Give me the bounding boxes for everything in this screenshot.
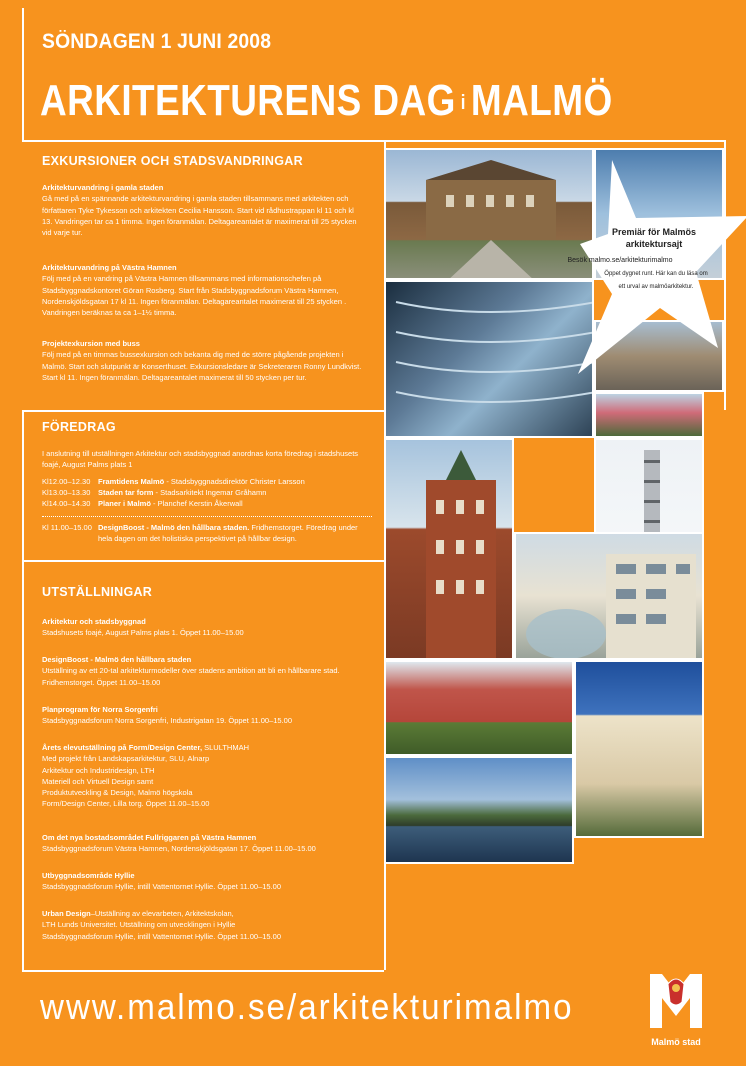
exhibition-item: Om det nya bostadsområdet Fullriggaren på Västra Hamnen Stadsbyggnadsforum Västra Hamnen, Nordenskjöldsgatan 17. Öppet 11.00–15.00 bbox=[42, 833, 316, 854]
lecture-extra bbox=[42, 522, 372, 543]
event-date: SÖNDAGEN 1 JUNI 2008 bbox=[42, 30, 272, 53]
lecture-row: Kl13.00–13.30 Staden tar form - Stadsarkitekt Ingemar Gråhamn bbox=[42, 488, 267, 497]
star-line2: Öppet dygnet runt. Här kan du läsa om bbox=[604, 271, 708, 277]
frame-bottom-line bbox=[22, 970, 384, 972]
exhibition-item: Arkitektur och stadsbyggnad Stadshusets foajé, August Palms plats 1. Öppet 11.00–15.00 bbox=[42, 617, 244, 638]
photo-modern-apartments bbox=[514, 532, 704, 660]
lecture-row: Kl12.00–12.30 Framtidens Malmö - Stadsbyggnadsdirektör Christer Larsson bbox=[42, 477, 305, 486]
excursions-heading: EXKURSIONER OCH STADSVANDRINGAR bbox=[42, 154, 303, 168]
logo-text: Malmö stad bbox=[651, 1037, 701, 1047]
photo-red-villa bbox=[384, 660, 574, 756]
excursion-title: Arkitekturvandring på Västra Hamnen bbox=[42, 263, 177, 272]
frame-bottom-left bbox=[22, 560, 24, 970]
exhibition-item: DesignBoost - Malmö den hållbara staden Utställning av ett 20-tal arkitekturmodeller över stadens ambition att bli en hållbarare stad. Fridhemstorget. Öppet 11.00–15.00 bbox=[42, 655, 340, 687]
page-title bbox=[40, 76, 613, 126]
photo-glass-facade bbox=[384, 280, 594, 438]
excursion-item bbox=[42, 182, 362, 238]
star-line3: ett urval av malmöarkitektur. bbox=[618, 284, 694, 290]
lecture-extra-text: Fridhemstorget. Föredrag under hela dagen om det holistiska perspektivet på hållbar design. bbox=[98, 523, 358, 543]
photo-brick-tower bbox=[384, 438, 514, 660]
frame-top-left bbox=[22, 8, 24, 140]
excursion-text: Gå med på en spännande arkitekturvandring i gamla staden tillsammans med arkitekten och författaren Tyke Tykesson och arkitekten Cecilia Hansson. Start vid rådhustrappan kl 11 och kl 13. Vandringen tar ca 1 timma. Ingen föranmälan. Deltagareantalet är maximerat till 25 stycken vid varje tur. bbox=[42, 194, 357, 238]
griffin-icon bbox=[646, 968, 706, 1030]
excursion-title: Projektexkursion med buss bbox=[42, 339, 140, 348]
exhibitions-heading: UTSTÄLLNINGAR bbox=[42, 585, 153, 599]
excursion-text: Följ med på en timmas bussexkursion och bekanta dig med de större pågående projekten i Malmö. Start och slutpunkt är Konserthuset. Exkursionsledare är Sekreteraren Ronny Lundkvist. Start kl 11. Ingen föranmälan. Deltagareantalet maximerat till 50 stycken per tur. bbox=[42, 350, 362, 382]
photo-residential bbox=[574, 660, 704, 838]
star-text bbox=[567, 226, 712, 292]
excursion-item bbox=[42, 262, 362, 318]
photo-red-building bbox=[594, 392, 704, 438]
star-line1[interactable]: Besök malmo.se/arkitekturimalmo bbox=[567, 257, 673, 264]
exhibition-item: Årets elevutställning på Form/Design Center, SLULTHMAH Med projekt från Landskapsarkitektur, SLU, Alnarp Arkitektur och Industridesign, LTH Materiell och Virtuell Design samt Produktutveckling & Design, Malmö högskola Form/Design Center, Lilla torg. Öppet 11.00–15.00 bbox=[42, 743, 249, 809]
lecture-extra-title: DesignBoost - Malmö den hållbara staden. bbox=[98, 523, 250, 532]
lecture-extra-time: Kl 11.00–15.00 bbox=[42, 523, 92, 532]
frame-low-line bbox=[22, 560, 384, 562]
website-url[interactable]: www.malmo.se/arkitekturimalmo bbox=[40, 986, 574, 1027]
lectures-intro: I anslutning till utställningen Arkitektur och stadsbyggnad anordnas korta föredrag i stadshusets foajé, August Palms plats 1 bbox=[42, 449, 359, 470]
excursion-text: Följ med på en vandring på Västra Hamnen tillsammans med informationschefen på Stadsbyggnadskontoret Göran Rosberg. Start från Stadsbyggnadsforum Västra Hamnen, Nordenskjöldsgatan 17 kl 11. Ingen föranmälan. Deltagareantalet maximerat till 25 stycken . Vandringen beräknas ta ca 1–1½ timma. bbox=[42, 274, 347, 318]
malmo-stad-logo bbox=[646, 968, 706, 1047]
title-mid: i bbox=[460, 91, 466, 114]
frame-mid-line bbox=[22, 410, 384, 412]
frame-top-line bbox=[22, 140, 726, 142]
lectures-heading: FÖREDRAG bbox=[42, 420, 116, 434]
frame-left-mid bbox=[22, 410, 24, 560]
star-title: Premiär för Malmös arkitektursajt bbox=[611, 227, 697, 249]
title-left: ARKITEKTURENS DAG bbox=[40, 76, 456, 125]
lecture-list bbox=[42, 476, 372, 509]
exhibition-item: Planprogram för Norra Sorgenfri Stadsbyggnadsforum Norra Sorgenfri, Industrigatan 19. Öppet 11.00–15.00 bbox=[42, 705, 293, 726]
excursion-item bbox=[42, 338, 362, 383]
lecture-divider bbox=[42, 516, 372, 517]
photo-pond-castle bbox=[384, 756, 574, 864]
exhibition-item: Urban Design–Utställning av elevarbeten, Arkitektskolan, LTH Lunds Universitet. Utställning om utvecklingen i Hyllie Stadsbyggnadsforum Hyllie, intill Vattentornet Hyllie. Öppet 11.00–15.00 bbox=[42, 909, 282, 941]
exhibition-item: Utbyggnadsområde Hyllie Stadsbyggnadsforum Hyllie, intill Vattentornet Hyllie. Öppet 11.00–15.00 bbox=[42, 871, 282, 892]
lecture-row: Kl14.00–14.30 Planer i Malmö - Planchef Kerstin Åkerwall bbox=[42, 499, 243, 508]
excursion-title: Arkitekturvandring i gamla staden bbox=[42, 183, 164, 192]
title-right: MALMÖ bbox=[470, 76, 613, 125]
